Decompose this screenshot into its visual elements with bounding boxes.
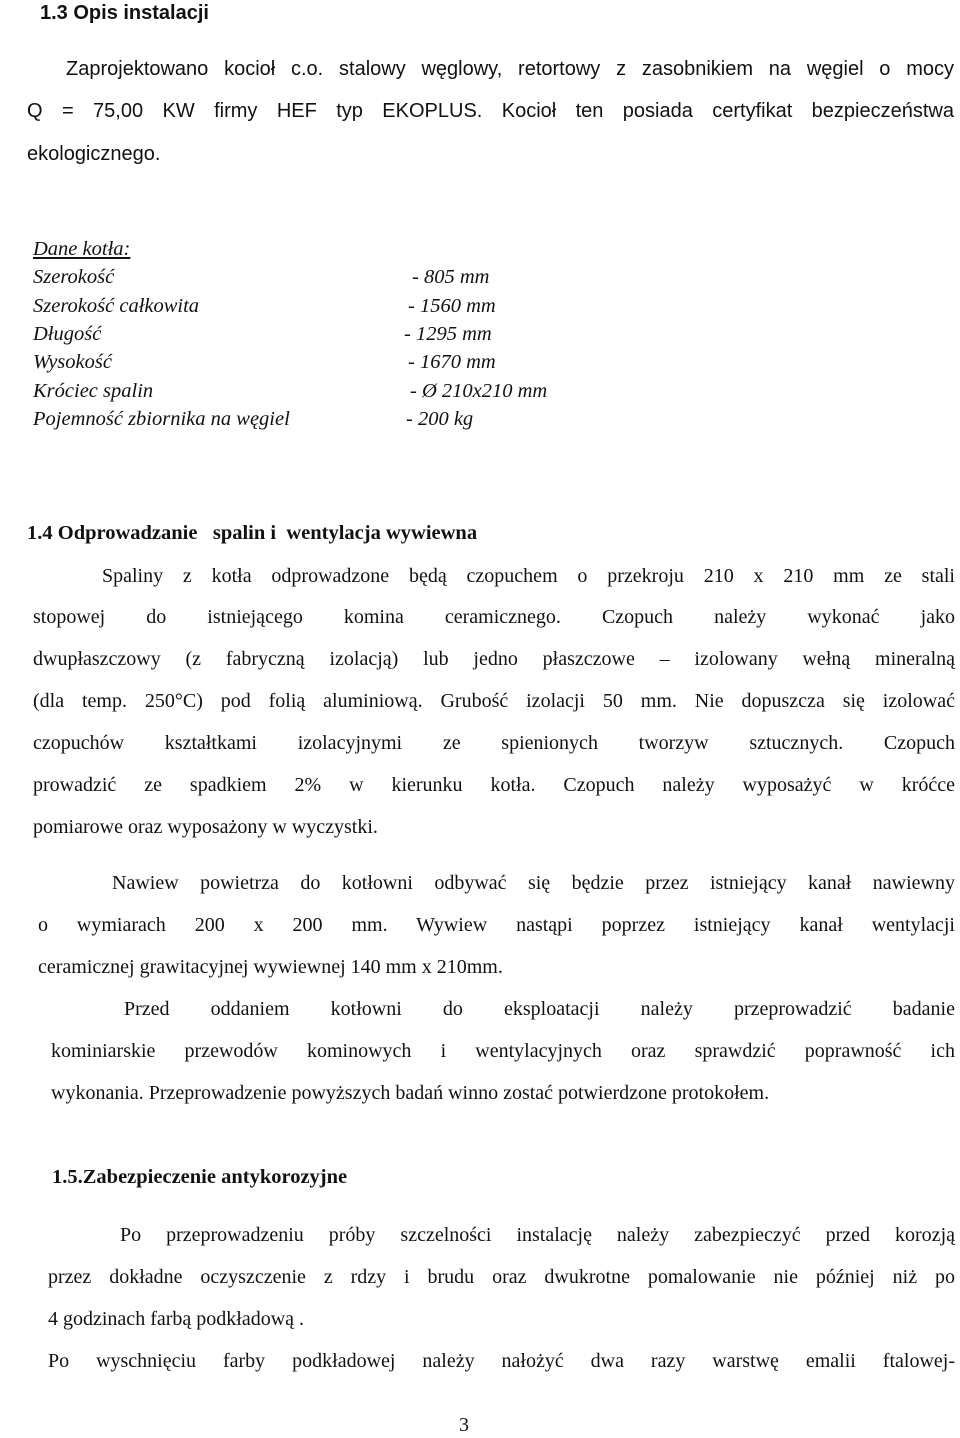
paragraph-line: przez dokładne oczyszczenie z rdzy i brudu oraz dwukrotne pomalowanie nie później niż po xyxy=(48,1266,955,1288)
boiler-data-label: Długość xyxy=(33,323,102,345)
section-heading-1-5: 1.5.Zabezpieczenie antykorozyjne xyxy=(52,1166,348,1188)
paragraph-line: 4 godzinach farbą podkładową . xyxy=(48,1308,305,1330)
boiler-data-label: Szerokość xyxy=(33,266,115,288)
section-heading-1-4: 1.4 Odprowadzanie spalin i wentylacja wywiewna xyxy=(27,522,478,544)
paragraph-line: wykonania. Przeprowadzenie powyższych badań winno zostać potwierdzone protokołem. xyxy=(51,1082,770,1104)
boiler-data-value: - 1560 mm xyxy=(408,295,496,317)
paragraph-line: Nawiew powietrza do kotłowni odbywać się będzie przez istniejący kanał nawiewny xyxy=(112,872,955,894)
section-heading-1-3: 1.3 Opis instalacji xyxy=(40,2,209,24)
boiler-data-value: - 1670 mm xyxy=(408,351,496,373)
boiler-data-value: - 1295 mm xyxy=(404,323,492,345)
paragraph-line: o wymiarach 200 x 200 mm. Wywiew nastąpi poprzez istniejący kanał wentylacji xyxy=(38,914,955,936)
paragraph-line: Spaliny z kotła odprowadzone będą czopuchem o przekroju 210 x 210 mm ze stali xyxy=(102,565,955,587)
paragraph-line: ekologicznego. xyxy=(27,143,161,165)
paragraph-line: czopuchów kształtkami izolacyjnymi ze spienionych tworzyw sztucznych. Czopuch xyxy=(33,732,955,754)
paragraph-line: (dla temp. 250°C) pod folią aluminiową. Grubość izolacji 50 mm. Nie dopuszcza się izolować xyxy=(33,690,955,712)
page-number: 3 xyxy=(459,1414,469,1436)
paragraph-line: ceramicznej grawitacyjnej wywiewnej 140 mm x 210mm. xyxy=(38,956,503,978)
boiler-data-value: - 200 kg xyxy=(406,408,474,430)
paragraph-line: Przed oddaniem kotłowni do eksploatacji należy przeprowadzić badanie xyxy=(124,998,955,1020)
boiler-data-label: Pojemność zbiornika na węgiel xyxy=(33,408,290,430)
boiler-data-label: Króciec spalin xyxy=(33,380,154,402)
paragraph-line: Zaprojektowano kocioł c.o. stalowy węglowy, retortowy z zasobnikiem na węgiel o mocy xyxy=(66,58,954,80)
boiler-data-label: Wysokość xyxy=(33,351,112,373)
paragraph-line: prowadzić ze spadkiem 2% w kierunku kotła. Czopuch należy wyposażyć w króćce xyxy=(33,774,955,796)
paragraph-line: pomiarowe oraz wyposażony w wyczystki. xyxy=(33,816,378,838)
boiler-data-label: Szerokość całkowita xyxy=(33,295,200,317)
paragraph-line: Po wyschnięciu farby podkładowej należy nałożyć dwa razy warstwę emalii ftalowej- xyxy=(48,1350,955,1372)
boiler-data-value: - Ø 210x210 mm xyxy=(410,380,548,402)
boiler-data-value: - 805 mm xyxy=(412,266,490,288)
boiler-data-title: Dane kotła: xyxy=(33,238,131,260)
paragraph-line: stopowej do istniejącego komina ceramicznego. Czopuch należy wykonać jako xyxy=(33,606,955,628)
paragraph-line: kominiarskie przewodów kominowych i wentylacyjnych oraz sprawdzić poprawność ich xyxy=(51,1040,955,1062)
paragraph-line: dwupłaszczowy (z fabryczną izolacją) lub jedno płaszczowe – izolowany wełną mineralną xyxy=(33,648,955,670)
paragraph-line: Q = 75,00 KW firmy HEF typ EKOPLUS. Kocioł ten posiada certyfikat bezpieczeństwa xyxy=(27,100,954,122)
paragraph-line: Po przeprowadzeniu próby szczelności instalację należy zabezpieczyć przed korozją xyxy=(120,1224,955,1246)
